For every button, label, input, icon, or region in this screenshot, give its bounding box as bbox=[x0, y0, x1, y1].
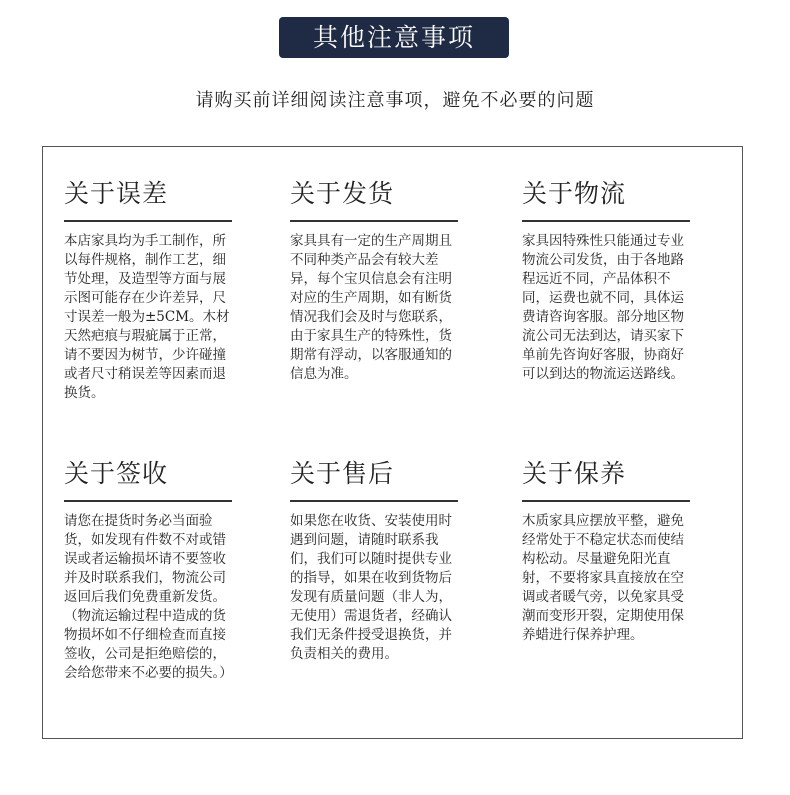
section-heading: 关于物流 bbox=[522, 179, 627, 208]
section-logistics bbox=[522, 178, 690, 384]
section-heading: 关于签收 bbox=[64, 459, 169, 488]
section-divider bbox=[64, 220, 232, 222]
section-maintenance bbox=[522, 458, 690, 645]
section-heading: 关于保养 bbox=[522, 459, 627, 488]
page-subtitle: 请购买前详细阅读注意事项，避免不必要的问题 bbox=[195, 90, 595, 111]
section-body: 家具因特殊性只能通过专业物流公司发货，由于各地路程远近不同，产品体积不同，运费也就不同，具体运费请咨询客服。部分地区物流公司无法到达，请买家下单前先咨询好客服，协商好可以到达的物流运送路线。 bbox=[522, 233, 684, 382]
section-error bbox=[64, 178, 232, 403]
section-heading: 关于误差 bbox=[64, 179, 169, 208]
section-body: 本店家具均为手工制作，所以每件规格，制作工艺，细节处理，及造型等方面与展示图可能存在少许差异，尺寸误差一般为±5CM。木材天然疤痕与瑕疵属于正常，请不要因为树节，少许碰撞或者尺寸稍误差等因素而退换货。 bbox=[64, 233, 230, 401]
section-body: 如果您在收货、安装使用时遇到问题，请随时联系我们，我们可以随时提供专业的指导，如果在收到货物后发现有质量问题（非人为，无使用）需退货者，经确认我们无条件授受退换货，并负责相关的费用。 bbox=[290, 513, 452, 662]
section-divider bbox=[290, 220, 458, 222]
section-divider bbox=[290, 500, 458, 502]
section-heading: 关于售后 bbox=[290, 459, 395, 488]
section-after-sales bbox=[290, 458, 458, 664]
section-signing bbox=[64, 458, 232, 683]
section-shipping bbox=[290, 178, 458, 384]
section-divider bbox=[522, 220, 690, 222]
page-title: 其他注意事项 bbox=[279, 17, 509, 58]
section-heading: 关于发货 bbox=[290, 179, 395, 208]
section-divider bbox=[64, 500, 232, 502]
section-body: 请您在提货时务必当面验货，如发现有件数不对或错误或者运输损坏请不要签收并及时联系我们，物流公司返回后我们免费重新发货。（物流运输过程中造成的货物损坏如不仔细检查而直接签收，公司是拒绝赔偿的，会给您带来不必要的损失。） bbox=[64, 513, 233, 681]
section-body: 木质家具应摆放平整，避免经常处于不稳定状态而使结构松动。尽量避免阳光直射，不要将家具直接放在空调或者暖气旁，以免家具受潮而变形开裂，定期使用保养蜡进行保养护理。 bbox=[522, 513, 684, 643]
section-divider bbox=[522, 500, 690, 502]
section-body: 家具具有一定的生产周期且不同种类产品会有较大差异，每个宝贝信息会有注明对应的生产周期，如有断货情况我们会及时与您联系，由于家具生产的特殊性，货期常有浮动，以客服通知的信息为准。 bbox=[290, 233, 452, 382]
